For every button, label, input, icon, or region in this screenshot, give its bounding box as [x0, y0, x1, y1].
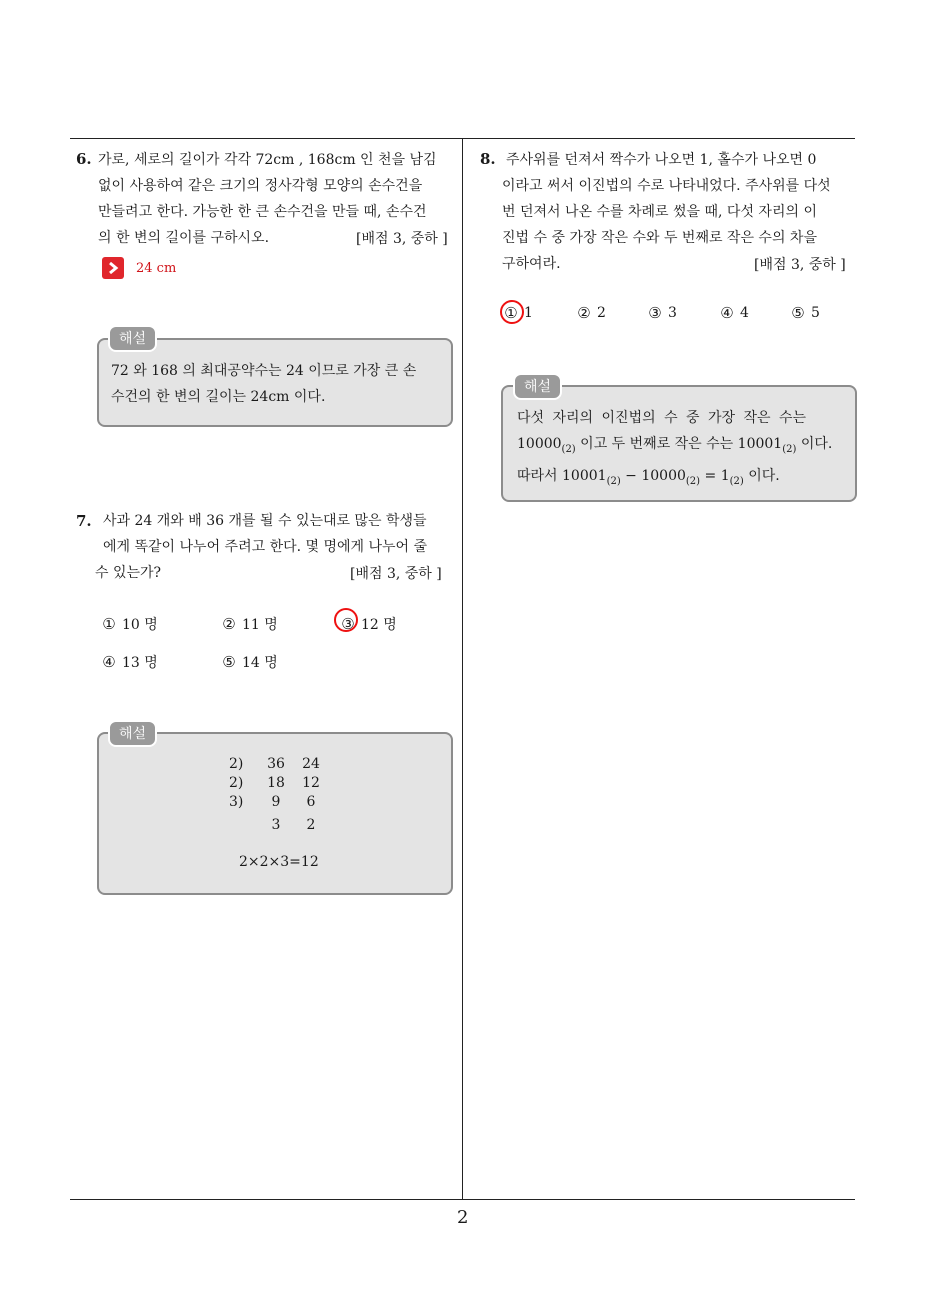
solution-tab: 해설: [108, 325, 157, 352]
solution-tab: 해설: [108, 720, 157, 747]
score-label: [배점 3, 중하 ]: [350, 566, 442, 582]
choice-4[interactable]: ④ 13 명: [102, 653, 158, 671]
choice-3[interactable]: ③ 3: [648, 304, 677, 322]
question-text: 가로, 세로의 길이가 각각 72cm , 168cm 인 천을 남김 없이 사용하여 같은 크기의 정사각형 모양의 손수건을 만들려고 한다. 가능한 한 큰 손수건을 만들 때, 손수건 의 한 변의 길이를 구하시오.: [98, 152, 437, 246]
choice-4[interactable]: ④ 4: [720, 304, 749, 322]
correct-mark-icon: [500, 300, 524, 324]
arrow-right-icon: [102, 257, 124, 279]
solution-box: [501, 385, 857, 502]
solution-text: 다섯 자리의 이진법의 수 중 가장 작은 수는 $10000_{(2)}$ 이고 두 번째로 작은 수는 $10001_{(2)}$ 이다. 따라서 $10001_{(2)} - 10000_{(2)} = 1_{(2)}$ 이다.: [517, 405, 832, 495]
choice-1[interactable]: ① 10 명: [102, 615, 158, 633]
column-divider: [462, 138, 463, 1200]
score-label: [배점 3, 중하 ]: [356, 231, 448, 247]
question-number: 8.: [480, 150, 496, 168]
choice-5[interactable]: ⑤ 14 명: [222, 653, 278, 671]
choice-2[interactable]: ② 11 명: [222, 615, 278, 633]
choice-1[interactable]: ① 1: [504, 304, 533, 322]
question-text: 주사위를 던져서 짝수가 나오면 1, 홀수가 나오면 0 이라고 써서 이진법의 수로 나타내었다. 주사위를 다섯 번 던져서 나온 수를 차례로 썼을 때, 다섯 자리의 이 진법 수 중 가장 작은 수와 두 번째로 작은 수의 차을 구하여라.: [502, 152, 831, 272]
correct-mark-icon: [334, 608, 358, 632]
solution-line: $10000_{(2)}$ 이고 두 번째로 작은 수는 $10001_{(2)}$ 이다.: [517, 436, 833, 455]
division-row: 3) 9 6: [229, 794, 316, 810]
bottom-rule: [70, 1199, 855, 1200]
choice-2[interactable]: ② 2: [577, 304, 606, 322]
question-number: 6.: [76, 150, 92, 168]
solution-line: 따라서 $10001_{(2)} - 10000_{(2)} = 1_{(2)}$ 이다.: [517, 467, 780, 487]
question-text: 사과 24 개와 배 36 개를 될 수 있는대로 많은 학생들 에게 똑같이 나누어 주려고 한다. 몇 명에게 나누어 줄 수 있는가?: [95, 513, 428, 581]
division-row: 2) 18 12: [229, 775, 320, 791]
solution-text: 72 와 168 의 최대공약수는 24 이므로 가장 큰 손 수건의 한 변의 길이는 24cm 이다.: [111, 363, 417, 405]
question-number: 7.: [76, 512, 92, 530]
answer-text: 24 cm: [136, 260, 177, 276]
answer-row: [102, 257, 176, 279]
page-number: 2: [457, 1207, 469, 1228]
solution-box: [97, 732, 453, 895]
score-label: [배점 3, 중하 ]: [754, 257, 846, 273]
division-row: 2) 36 24: [229, 756, 320, 772]
choice-3[interactable]: ③ 12 명: [341, 615, 397, 633]
solution-tab: 해설: [513, 373, 562, 400]
division-row: 3 2: [271, 817, 316, 833]
result-text: 2×2×3=12: [239, 854, 319, 870]
choice-5[interactable]: ⑤ 5: [791, 304, 820, 322]
